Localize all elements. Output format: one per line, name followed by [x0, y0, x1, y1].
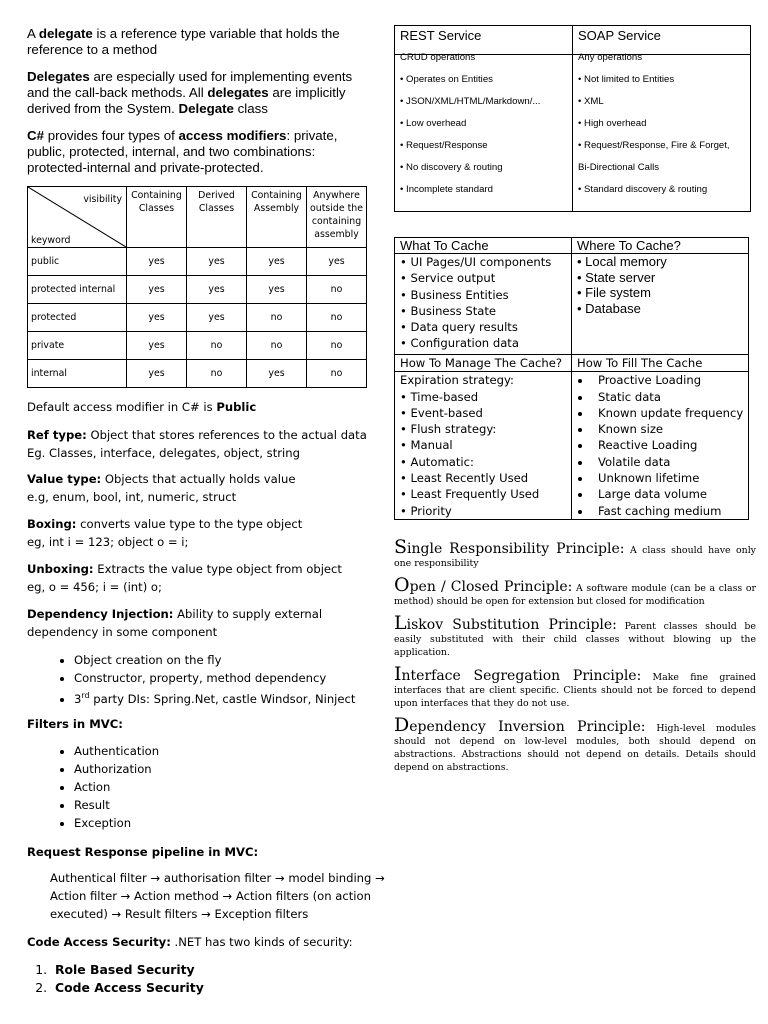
manage-cache-header: How To Manage The Cache? [395, 355, 572, 372]
list-item: • Least Frequently Used [400, 487, 540, 502]
list-item: • Business State [400, 303, 497, 318]
pipeline-text: Authentical filter → authorisation filter → model binding → Action filter → Action method → Action filters (on action executed) → Result filters → Exception filters [50, 871, 385, 921]
list-item: • Low overhead [400, 118, 467, 129]
solid-principle: Dependency Inversion Principle: High-level modules should not depend on low-level modules, both should depend on abstractions. Abstractions should not depend on details. Details should depend on abstractions. [394, 714, 756, 773]
col-header: Anywhere outside the containing assembly [307, 187, 367, 248]
list-item: • Event-based [400, 405, 483, 420]
list-item: • No discovery & routing [400, 162, 503, 173]
pipeline-title: Request Response pipeline in MVC: [27, 845, 259, 859]
table-row: protected internal yes yes yes no [28, 276, 367, 304]
list-item: • Automatic: [400, 454, 474, 469]
delegate-definition: A delegate is a reference type variable that holds the reference to a method [27, 26, 340, 57]
table-row: internal yes no yes no [28, 360, 367, 388]
rest-list [400, 47, 570, 201]
table-row: public yes yes yes yes [28, 248, 367, 276]
what-to-cache-list [395, 254, 572, 355]
security-list [27, 961, 372, 997]
unboxing-section: Unboxing: Extracts the value type object from object eg, o = 456; i = (int) o; [27, 562, 342, 594]
list-item: • Business Entities [400, 287, 509, 302]
list-item: • Volatile data [592, 454, 748, 470]
list-item: • Operates on Entities [400, 74, 493, 85]
list-item: • Object creation on the fly [74, 651, 372, 669]
list-item: • Request/Response, Fire & Forget, [578, 140, 730, 151]
fill-cache-header: How To Fill The Cache [572, 355, 749, 372]
rest-soap-comparison [394, 25, 751, 212]
rest-header: REST Service [400, 28, 482, 43]
list-item: • JSON/XML/HTML/Markdown/... [400, 96, 541, 107]
list-item: 2. Code Access Security [51, 979, 372, 997]
list-item: • Priority [400, 503, 452, 518]
col-header: Containing Classes [127, 187, 187, 248]
list-item: Any operations [578, 52, 642, 63]
solid-principle: Interface Segregation Principle: Make fine grained interfaces that are client specific. Clients should not be forced to depend upon interfaces that they do not use. [394, 663, 756, 709]
list-item: • Standard discovery & routing [578, 184, 708, 195]
list-item: • Least Recently Used [400, 471, 529, 486]
table-corner [28, 187, 127, 248]
access-modifiers-intro: C# provides four types of access modifiers: private, public, protected, internal, and two combinations: protected-internal and private-protected. [27, 128, 338, 175]
list-item: • Time-based [400, 389, 479, 404]
list-item: • Action [74, 778, 372, 796]
list-item: • Known update frequency [592, 405, 748, 421]
soap-header: SOAP Service [578, 28, 661, 43]
list-item: • State server [577, 269, 656, 285]
list-item: • Proactive Loading [592, 372, 748, 388]
list-item: • Authentication [74, 742, 372, 760]
list-item: • Unknown lifetime [592, 470, 748, 486]
list-item: • Static data [592, 389, 748, 405]
list-item: Bi-Directional Calls [578, 162, 660, 173]
di-list [27, 651, 372, 708]
fill-cache-list [572, 372, 749, 520]
solid-principle: Liskov Substitution Principle: Parent classes should be easily substituted with their child classes without blowing up the application. [394, 612, 756, 658]
dependency-injection-section: Dependency Injection: Ability to supply external dependency in some component [27, 607, 323, 639]
corner-top-label: visibility [83, 194, 122, 205]
list-item: • Not limited to Entities [578, 74, 675, 85]
list-item: • File system [577, 285, 651, 300]
where-to-cache-list [572, 254, 749, 355]
list-item: • Large data volume [592, 486, 748, 502]
list-item: • High overhead [578, 118, 647, 129]
list-item: • Flush strategy: [400, 422, 497, 437]
caching-table [394, 237, 749, 520]
what-to-cache-header: What To Cache [395, 238, 572, 254]
list-item: • Manual [400, 438, 453, 453]
col-header: Derived Classes [187, 187, 247, 248]
manage-cache-list [395, 372, 572, 520]
table-row: private yes no no no [28, 332, 367, 360]
delegates-usage: Delegates are especially used for implementing events and the call-back methods. All delegates are implicitly derived from the System. Delegate class [27, 69, 353, 116]
list-item: • Authorization [74, 760, 372, 778]
list-item: • Incomplete standard [400, 184, 493, 195]
filters-title: Filters in MVC: [27, 717, 123, 731]
filters-list [27, 742, 372, 832]
list-item: • Request/Response [400, 140, 488, 151]
list-item: • Known size [592, 421, 748, 437]
ref-type-section: Ref type: Object that stores references to the actual data Eg. Classes, interface, delegates, object, string [27, 428, 367, 460]
boxing-section: Boxing: converts value type to the type object eg, int i = 123; object o = i; [27, 517, 303, 549]
solid-principle: Open / Closed Principle: A software module (can be a class or method) should be open for extension but closed for modification [394, 574, 756, 607]
col-header: Containing Assembly [247, 187, 307, 248]
solid-principles [394, 536, 756, 783]
list-item: • Fast caching medium [592, 503, 748, 519]
soap-list [578, 47, 748, 201]
value-type-section: Value type: Objects that actually holds value e.g, enum, bool, int, numeric, struct [27, 472, 296, 504]
list-item: • 3rd party DIs: Spring.Net, castle Windsor, Ninject [74, 687, 372, 708]
where-to-cache-header: Where To Cache? [572, 238, 749, 254]
list-item: • XML [578, 96, 604, 107]
table-row: protected yes yes no no [28, 304, 367, 332]
list-item: • Service output [400, 271, 496, 286]
list-item: • Database [577, 300, 641, 316]
solid-principle: Single Responsibility Principle: A class should have only one responsibility [394, 536, 756, 569]
corner-bottom-label: keyword [31, 235, 71, 246]
list-item: • UI Pages/UI components [400, 255, 552, 269]
list-item: • Data query results [400, 320, 518, 335]
default-access-modifier: Default access modifier in C# is Public [27, 400, 257, 414]
code-access-security-section: Code Access Security: .NET has two kinds of security: [27, 935, 353, 949]
list-item: • Exception [74, 814, 372, 832]
list-item: 1. Role Based Security [51, 961, 372, 979]
list-item: CRUD operations [400, 52, 476, 63]
list-item: • Local memory [577, 254, 667, 269]
list-item: • Configuration data [400, 336, 519, 351]
list-item: • Reactive Loading [592, 437, 748, 453]
list-item: • Constructor, property, method dependency [74, 669, 372, 687]
list-item: • Result [74, 796, 372, 814]
access-modifier-table [27, 186, 367, 388]
list-item: Expiration strategy: [400, 373, 514, 388]
